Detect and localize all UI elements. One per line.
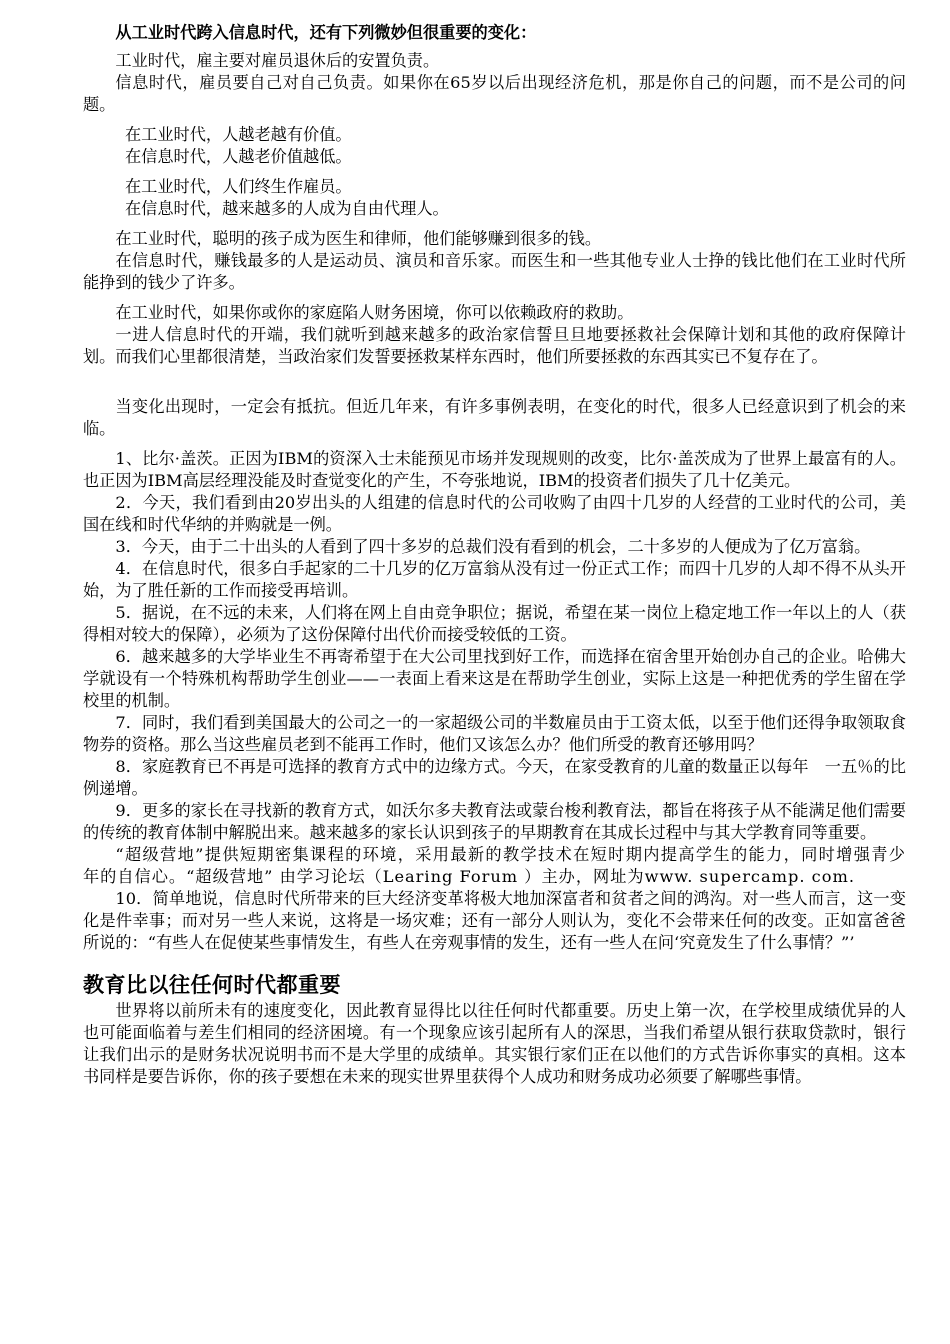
paragraph: 在工业时代，人们终生作雇员。: [125, 177, 352, 196]
paragraph: 在工业时代，人越老越有价值。: [125, 125, 352, 144]
intro-heading: 从工业时代跨入信息时代，还有下列微妙但很重要的变化：: [115, 23, 537, 42]
paragraph: 在信息时代，赚钱最多的人是运动员、演员和音乐家。而医生和一些其他专业人士挣的钱比他们在工业时代所能挣到的钱少了许多。: [83, 251, 906, 292]
example-item: 3．今天，由于二十出头的人看到了四十多岁的总裁们没有看到的机会，二十多岁的人便成为了亿万富翁。: [115, 537, 871, 556]
paragraph: 在工业时代，聪明的孩子成为医生和律师，他们能够赚到很多的钱。: [115, 229, 602, 248]
paragraph: 一进人信息时代的开端，我们就听到越来越多的政治家信誓旦旦地要拯救社会保障计划和其他的政府保障计划。而我们心里都很清楚，当政治家们发誓要拯救某样东西时，他们所要拯救的东西其实已不复存在了。: [83, 325, 906, 366]
example-item: 4．在信息时代，很多白手起家的二十几岁的亿万富翁从没有过一份正式工作；而四十几岁的人却不得不从头开始，为了胜任新的工作而接受再培训。: [83, 559, 906, 600]
paragraph: 信息时代，雇员要自己对自己负责。如果你在65岁以后出现经济危机，那是你自己的问题，而不是公司的问题。: [83, 73, 906, 114]
section-body: 世界将以前所未有的速度变化，因此教育显得比以往任何时代都重要。历史上第一次，在学校里成绩优异的人也可能面临着与差生们相同的经济困境。有一个现象应该引起所有人的深思，当我们希望从银行获取贷款时，银行让我们出示的是财务状况说明书而不是大学里的成绩单。其实银行家们正在以他们的方式告诉你事实的真相。这本书同样是要告诉你，你的孩子要想在未来的现实世界里获得个人成功和财务成功必须要了解哪些事情。: [83, 1001, 906, 1086]
section-title: 教育比以往任何时代都重要: [83, 973, 341, 997]
paragraph: 在工业时代，如果你或你的家庭陷人财务困境，你可以依赖政府的救助。: [115, 303, 634, 322]
example-item: 5．据说，在不远的未来，人们将在网上自由竞争职位；据说，希望在某一岗位上稳定地工作一年以上的人（获得相对较大的保障），必须为了这份保障付出代价而接受较低的工资。: [83, 603, 906, 644]
paragraph: 工业时代，雇主要对雇员退休后的安置负责。: [115, 51, 440, 70]
example-item: 8．家庭教育已不再是可选择的教育方式中的边缘方式。今天，在家受教育的儿童的数量正以每年 一五％的比例递增。: [83, 757, 906, 798]
example-item: “超级营地”提供短期密集课程的环境，采用最新的教学技术在短时期内提高学生的能力，同时增强青少年的自信心。“超级营地” 由学习论坛（Learing Forum ）主办，网址为www. supercamp. com.: [83, 845, 906, 886]
example-item: 9．更多的家长在寻找新的教育方式，如沃尔多夫教育法或蒙台梭利教育法，都旨在将孩子从不能满足他们需要的传统的教育体制中解脱出来。越来越多的家长认识到孩子的早期教育在其成长过程中与其大学教育同等重要。: [83, 801, 906, 842]
example-item: 1、比尔·盖茨。正因为IBM的资深入士未能预见市场并发现规则的改变，比尔·盖茨成为了世界上最富有的人。也正因为IBM高层经理没能及时查觉变化的产生，不夸张地说，IBM的投资者们损失了几十亿美元。: [83, 449, 906, 490]
example-item: 7．同时，我们看到美国最大的公司之一的一家超级公司的半数雇员由于工资太低，以至于他们还得争取领取食物券的资格。那么当这些雇员老到不能再工作时，他们又该怎么办？他们所受的教育还够用吗？: [83, 713, 906, 754]
paragraph: 当变化出现时，一定会有抵抗。但近几年来，有许多事例表明，在变化的时代，很多人已经意识到了机会的来临。: [83, 397, 906, 438]
paragraph: 在信息时代，人越老价值越低。: [125, 147, 352, 166]
example-item: 6．越来越多的大学毕业生不再寄希望于在大公司里找到好工作，而选择在宿舍里开始创办自己的企业。哈佛大学就设有一个特殊机构帮助学生创业——一表面上看来这是在帮助学生创业，实际上这是一种把优秀的学生留在学校里的机制。: [83, 647, 906, 710]
example-item: 10．简单地说，信息时代所带来的巨大经济变革将极大地加深富者和贫者之间的鸿沟。对一些人而言，这一变化是件幸事；而对另一些人来说，这将是一场灾难；还有一部分人则认为，变化不会带来任何的改变。正如富爸爸所说的：“有些人在促使某些事情发生，有些人在旁观事情的发生，还有一些人在问‘究竟发生了什么事情？”’: [83, 889, 906, 952]
example-item: 2．今天，我们看到由20岁出头的人组建的信息时代的公司收购了由四十几岁的人经营的工业时代的公司，美国在线和时代华纳的并购就是一例。: [83, 493, 906, 534]
paragraph: 在信息时代，越来越多的人成为自由代理人。: [125, 199, 449, 218]
